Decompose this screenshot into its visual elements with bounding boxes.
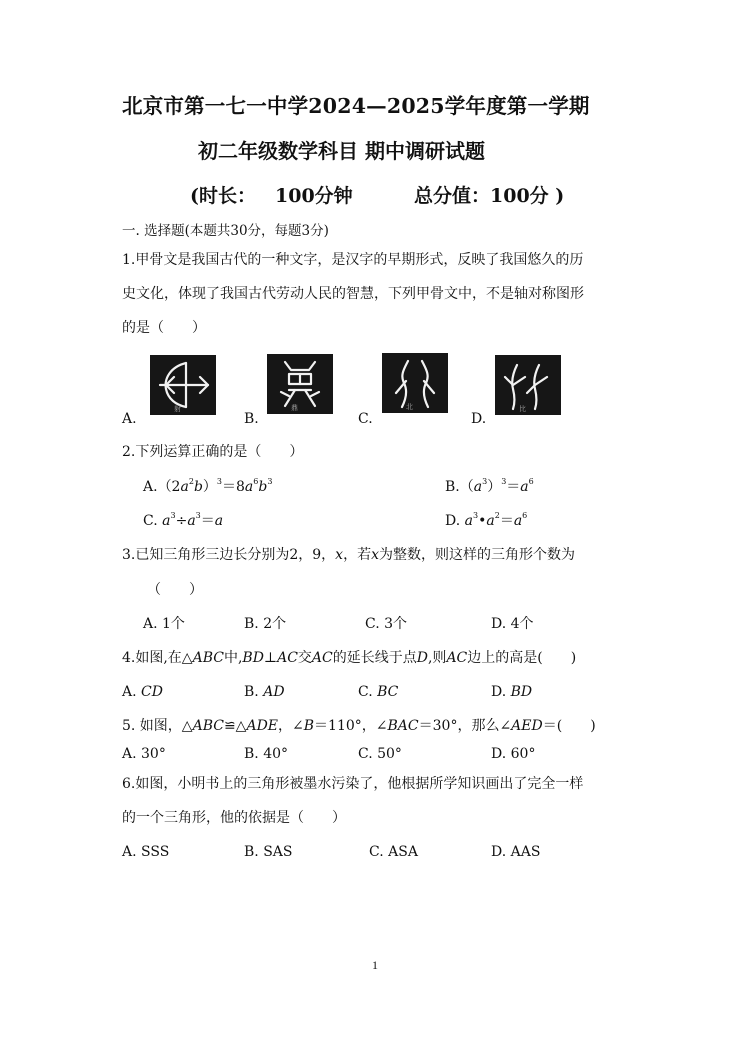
glyph-caption-d: 比 xyxy=(519,405,526,413)
two-figures-facing-glyph-icon xyxy=(495,355,561,415)
q1-option-a-label: A. xyxy=(122,411,137,427)
q2-option-a: $A.(2a^2b)^3=8a^6b^3$ xyxy=(143,477,273,495)
q5-option-a: A. 30° xyxy=(122,746,166,762)
exam-title-line2: 初二年级数学科目 期中调研试题 xyxy=(198,139,485,163)
q3-option-c: C. 3个 xyxy=(365,616,408,632)
q3-line2: （ ） xyxy=(147,582,203,598)
q1-option-b-label: B. xyxy=(244,411,259,427)
q5-stem: 5. 如图，△ABC≌△ADE，∠B＝110°，∠BAC＝30°，那么∠AED＝( ) xyxy=(122,718,596,734)
q4-option-b: B. AD xyxy=(244,684,285,700)
q6-option-d: D. AAS xyxy=(491,844,541,860)
q6-line2: 的一个三角形，他的依据是（ ） xyxy=(122,810,346,826)
glyph-caption-b: 鼎 xyxy=(291,404,298,412)
glyph-caption-c: 北 xyxy=(406,403,413,411)
q4-option-d: D. BD xyxy=(491,684,533,700)
q4-option-c: C. BC xyxy=(358,684,399,700)
glyph-caption-a: 射 xyxy=(174,405,181,413)
q5-option-b: B. 40° xyxy=(244,746,289,762)
total-score: 总分值：100分 ) xyxy=(414,185,565,207)
q4-stem: 4.如图,在△ABC中,BD⊥AC交AC的延长线于点D,则AC边上的高是( ) xyxy=(122,650,577,666)
q3-line1: 3.已知三角形三边长分别为2，9，x，若x为整数，则这样的三角形个数为 xyxy=(122,547,575,563)
q1-option-d-label: D. xyxy=(471,411,487,427)
duration-label: (时长： xyxy=(190,185,256,207)
q5-option-c: C. 50° xyxy=(358,746,402,762)
page-number: 1 xyxy=(372,958,378,972)
q1-line3: 的是（ ） xyxy=(122,320,206,336)
q1-line1: 1.甲骨文是我国古代的一种文字，是汉字的早期形式，反映了我国悠久的历 xyxy=(122,252,584,268)
q3-option-a: A. 1个 xyxy=(143,616,185,632)
q3-option-d: D. 4个 xyxy=(491,616,534,632)
bow-arrow-glyph-icon xyxy=(150,355,216,415)
q2-stem: 2.下列运算正确的是（ ） xyxy=(122,444,304,460)
q2-option-c: C. $a^3\div a^3=a$ xyxy=(143,511,224,529)
q6-line1: 6.如图，小明书上的三角形被墨水污染了，他根据所学知识画出了完全一样 xyxy=(122,776,584,792)
q6-option-c: C. ASA xyxy=(369,844,418,860)
q6-option-a: A. SSS xyxy=(122,844,170,860)
two-figures-glyph-icon xyxy=(382,353,448,413)
q4-option-a: A. CD xyxy=(122,684,163,700)
exam-title-line1: 北京市第一七一中学2024—2025学年度第一学期 xyxy=(122,94,590,118)
q6-option-b: B. SAS xyxy=(244,844,293,860)
section-heading: 一. 选择题(本题共30分，每题3分) xyxy=(122,223,329,239)
q5-option-d: D. 60° xyxy=(491,746,536,762)
q2-option-b: $B.(a^3)^3=a^6$ xyxy=(445,477,534,495)
q2-option-d: D. $a^3•a^2=a^6$ xyxy=(445,511,528,529)
duration-value: 100分钟 xyxy=(275,185,353,207)
q1-line2: 史文化，体现了我国古代劳动人民的智慧，下列甲骨文中，不是轴对称图形 xyxy=(122,286,584,302)
q1-option-c-label: C. xyxy=(358,411,373,427)
q3-option-b: B. 2个 xyxy=(244,616,287,632)
horned-beast-glyph-icon xyxy=(267,354,333,414)
